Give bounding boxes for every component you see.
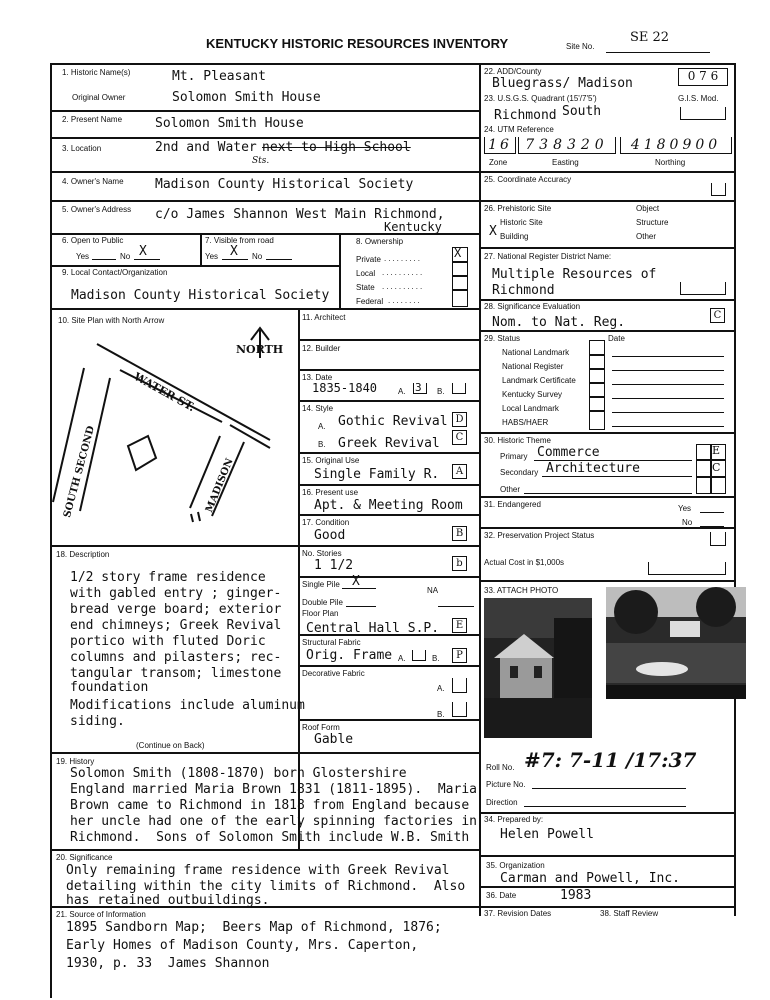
house-photo-left xyxy=(484,598,592,738)
description-line: foundation xyxy=(70,680,149,695)
visible-road-mark: X xyxy=(230,244,238,259)
date-b: B. xyxy=(437,387,445,396)
original-use-value: Single Family R. xyxy=(314,467,440,482)
district-name-value: Multiple Resources of xyxy=(492,267,657,282)
structural-b: B. xyxy=(432,654,440,663)
attach-photo-label: 33. ATTACH PHOTO xyxy=(484,586,559,595)
na-label: NA xyxy=(427,586,439,595)
roof-form-value: Gable xyxy=(314,732,354,747)
utm-label: 24. UTM Reference xyxy=(484,125,554,134)
owners-name-value: Madison County Historical Society xyxy=(155,177,414,192)
status-item: National Register xyxy=(502,362,564,371)
date-label: 13. Date xyxy=(302,373,333,382)
builder-label: 12. Builder xyxy=(302,344,341,353)
stories-label: No. Stories xyxy=(302,549,342,558)
ownership-private: Private xyxy=(356,255,381,264)
description-label: 18. Description xyxy=(56,550,110,559)
owners-address-value2: Kentucky xyxy=(384,220,442,234)
date-a: A. xyxy=(398,387,406,396)
add-county-label: 22. ADD/County xyxy=(484,67,542,76)
district-name-label: 27. National Register District Name: xyxy=(484,252,612,261)
primary-code: E xyxy=(712,444,721,457)
stories-value: 1 1/2 xyxy=(314,558,354,573)
style-b-value: Greek Revival xyxy=(338,436,440,451)
endangered-no: No xyxy=(682,518,693,527)
form-date-label: 36. Date xyxy=(486,891,517,900)
building-label: Building xyxy=(500,232,529,241)
style-b-code: C xyxy=(452,430,467,445)
structural-fabric-label: Structural Fabric xyxy=(302,638,361,647)
source-line: 1930, p. 33 James Shannon xyxy=(66,956,270,971)
zone-label: Zone xyxy=(489,158,508,167)
ownership-local: Local xyxy=(356,269,376,278)
present-name-value: Solomon Smith House xyxy=(155,116,304,131)
stories-code: b xyxy=(452,556,467,571)
status-item: HABS/HAER xyxy=(502,418,549,427)
structural-a: A. xyxy=(398,654,406,663)
form-date-value: 1983 xyxy=(560,888,592,903)
style-a-code: D xyxy=(452,412,467,427)
double-pile-label: Double Pile xyxy=(302,598,343,607)
water-st-label: WATER ST. xyxy=(131,370,198,415)
description-line: Modifications include aluminum xyxy=(70,698,305,713)
coordinate-accuracy-label: 25. Coordinate Accuracy xyxy=(484,175,572,184)
quadrant-value2: South xyxy=(562,104,602,119)
condition-value: Good xyxy=(314,528,346,543)
significance-eval-code: C xyxy=(710,308,725,323)
source-label: 21. Source of Information xyxy=(56,910,146,919)
historic-theme-label: 30. Historic Theme xyxy=(484,436,551,445)
madison-label: MADISON xyxy=(204,456,236,515)
preservation-status-label: 32. Preservation Project Status xyxy=(484,531,595,540)
location-struck: next to High School xyxy=(262,140,411,155)
original-owner-value: Solomon Smith House xyxy=(172,90,321,105)
owners-name-label: 4. Owner's Name xyxy=(62,177,124,186)
status-item: National Landmark xyxy=(502,348,570,357)
condition-label: 17. Condition xyxy=(302,518,350,527)
style-label: 14. Style xyxy=(302,404,334,413)
significance-eval-value: Nom. to Nat. Reg. xyxy=(492,315,626,330)
roll-no-value: #7: 7-11 /17:37 xyxy=(524,748,697,772)
description-line: portico with fluted Doric xyxy=(70,634,266,649)
date-code: 3 xyxy=(415,381,422,394)
other-label: Other xyxy=(636,232,657,241)
style-a: A. xyxy=(318,422,326,431)
owners-address-label: 5. Owner's Address xyxy=(62,205,132,214)
structural-code: P xyxy=(452,648,467,663)
significance-label: 20. Significance xyxy=(56,853,113,862)
decorative-fabric-label: Decorative Fabric xyxy=(302,669,365,678)
location-note: Sts. xyxy=(252,156,270,166)
history-line: Solomon Smith (1808-1870) born Glostershire xyxy=(70,766,407,781)
history-line: her uncle had one of the early spinning factories in xyxy=(70,814,477,829)
picture-no-label: Picture No. xyxy=(486,780,526,789)
significance-line: detailing within the city limits of Richmond. Also xyxy=(66,879,466,894)
building-mark: X xyxy=(489,224,497,239)
significance-line: has retained outbuildings. xyxy=(66,893,270,908)
organization-value: Carman and Powell, Inc. xyxy=(500,871,681,886)
floor-plan-value: Central Hall S.P. xyxy=(306,621,440,636)
site-plan-label: 10. Site Plan with North Arrow xyxy=(58,316,165,325)
historic-name-value: Mt. Pleasant xyxy=(172,69,266,84)
floor-plan-label: Floor Plan xyxy=(302,609,339,618)
secondary-label: Secondary xyxy=(500,468,539,477)
endangered-yes: Yes xyxy=(678,504,692,513)
utm-zone: 16 xyxy=(484,137,516,154)
ownership-mark: X xyxy=(454,246,462,260)
description-line: 1/2 story frame residence xyxy=(70,570,266,585)
style-b: B. xyxy=(318,440,326,449)
status-item: Landmark Certificate xyxy=(502,376,576,385)
original-use-code: A xyxy=(452,464,467,479)
ownership-federal: Federal xyxy=(356,297,384,306)
visible-road-no: No xyxy=(252,252,263,261)
description-line: with gabled entry ; ginger- xyxy=(70,586,282,601)
ownership-label: 8. Ownership xyxy=(356,237,404,246)
local-contact-label: 9. Local Contact/Organization xyxy=(62,268,168,277)
condition-code: B xyxy=(452,526,467,541)
status-date-label: Date xyxy=(608,334,625,343)
visible-road-label: 7. Visible from road xyxy=(205,236,274,245)
staff-review-label: 38. Staff Review xyxy=(600,909,659,918)
description-line: columns and pilasters; rec- xyxy=(70,650,282,665)
source-line: 1895 Sandborn Map; Beers Map of Richmond, 1876; xyxy=(66,920,442,935)
description-line: siding. xyxy=(70,714,125,729)
utm-northing: 4180900 xyxy=(620,137,732,154)
history-line: England married Maria Brown 1831 (1811-1895). Maria xyxy=(70,782,477,797)
location-label: 3. Location xyxy=(62,144,102,153)
history-line: Richmond. Sons of Solomon Smith include W.B. Smith xyxy=(70,830,470,845)
status-item: Local Landmark xyxy=(502,404,559,413)
floor-plan-code: E xyxy=(452,618,467,633)
organization-label: 35. Organization xyxy=(486,861,545,870)
object-label: Object xyxy=(636,204,660,213)
single-pile-label: Single Pile xyxy=(302,580,340,589)
gis-mod-label: G.I.S. Mod. xyxy=(678,94,719,103)
revision-dates-label: 37. Revision Dates xyxy=(484,909,552,918)
continue-note: (Continue on Back) xyxy=(136,741,205,750)
prepared-by-label: 34. Prepared by: xyxy=(484,815,544,824)
description-line: end chimneys; Greek Revival xyxy=(70,618,282,633)
original-use-label: 15. Original Use xyxy=(302,456,360,465)
local-contact-value: Madison County Historical Society xyxy=(71,288,330,303)
history-label: 19. History xyxy=(56,757,95,766)
date-value: 1835-1840 xyxy=(312,381,378,395)
primary-label: Primary xyxy=(500,452,528,461)
single-pile-mark: X xyxy=(352,574,360,589)
quadrant-label: 23. U.S.G.S. Quadrant (15'/7'5') xyxy=(484,94,597,103)
theme-other-label: Other xyxy=(500,485,521,494)
decorative-b: B. xyxy=(437,710,445,719)
endangered-label: 31. Endangered xyxy=(484,500,541,509)
prepared-by-value: Helen Powell xyxy=(500,827,594,842)
present-use-value: Apt. & Meeting Room xyxy=(314,498,463,513)
utm-easting: 738320 xyxy=(518,137,616,154)
visible-road-yes: Yes xyxy=(205,252,219,261)
status-label: 29. Status xyxy=(484,334,521,343)
significance-line: Only remaining frame residence with Greek Revival xyxy=(66,863,450,878)
open-public-yes: Yes xyxy=(76,252,90,261)
present-name-label: 2. Present Name xyxy=(62,115,123,124)
architect-label: 11. Architect xyxy=(302,313,346,322)
open-public-mark: X xyxy=(139,244,147,259)
county-code: 0 7 6 xyxy=(678,68,728,86)
description-line: tangular transom; limestone xyxy=(70,666,282,681)
secondary-value: Architecture xyxy=(546,461,640,476)
historic-site-label: Historic Site xyxy=(500,218,543,227)
open-public-label: 6. Open to Public xyxy=(62,236,124,245)
roll-no-label: Roll No. xyxy=(486,763,515,772)
house-photo-right xyxy=(606,587,746,699)
secondary-code: C xyxy=(712,461,721,474)
primary-value: Commerce xyxy=(537,445,600,460)
actual-cost-label: Actual Cost in $1,000s xyxy=(484,558,565,567)
roof-form-label: Roof Form xyxy=(302,723,340,732)
south-second-label: SOUTH SECOND xyxy=(62,424,98,519)
location-value: 2nd and Water xyxy=(155,140,257,155)
easting-label: Easting xyxy=(552,158,579,167)
prehistoric-site-label: 26. Prehistoric Site xyxy=(484,204,552,213)
site-no-label: Site No. xyxy=(566,42,595,51)
form-title: KENTUCKY HISTORIC RESOURCES INVENTORY xyxy=(206,36,509,51)
quadrant-value: Richmond xyxy=(494,108,557,123)
historic-name-label: 1. Historic Name(s) xyxy=(62,68,131,77)
site-no-value: SE 22 xyxy=(630,30,670,45)
decorative-a: A. xyxy=(437,684,445,693)
structure-label: Structure xyxy=(636,218,669,227)
north-label: NORTH xyxy=(236,343,284,356)
description-line: bread verge board; exterior xyxy=(70,602,282,617)
source-line: Early Homes of Madison County, Mrs. Caperton, xyxy=(66,938,419,953)
structural-fabric-value: Orig. Frame xyxy=(306,648,393,663)
add-county-value: Bluegrass/ Madison xyxy=(492,76,633,91)
present-use-label: 16. Present use xyxy=(302,488,359,497)
direction-label: Direction xyxy=(486,798,518,807)
ownership-state: State xyxy=(356,283,375,292)
style-a-value: Gothic Revival xyxy=(338,414,448,429)
original-owner-label: Original Owner xyxy=(72,93,126,102)
status-item: Kentucky Survey xyxy=(502,390,563,399)
history-line: Brown came to Richmond in 1818 from England because xyxy=(70,798,470,813)
owners-address-value: c/o James Shannon West Main Richmond, xyxy=(155,207,445,222)
significance-eval-label: 28. Significance Evaluation xyxy=(484,302,581,311)
northing-label: Northing xyxy=(655,158,686,167)
open-public-no: No xyxy=(120,252,131,261)
district-name-value2: Richmond xyxy=(492,283,555,298)
